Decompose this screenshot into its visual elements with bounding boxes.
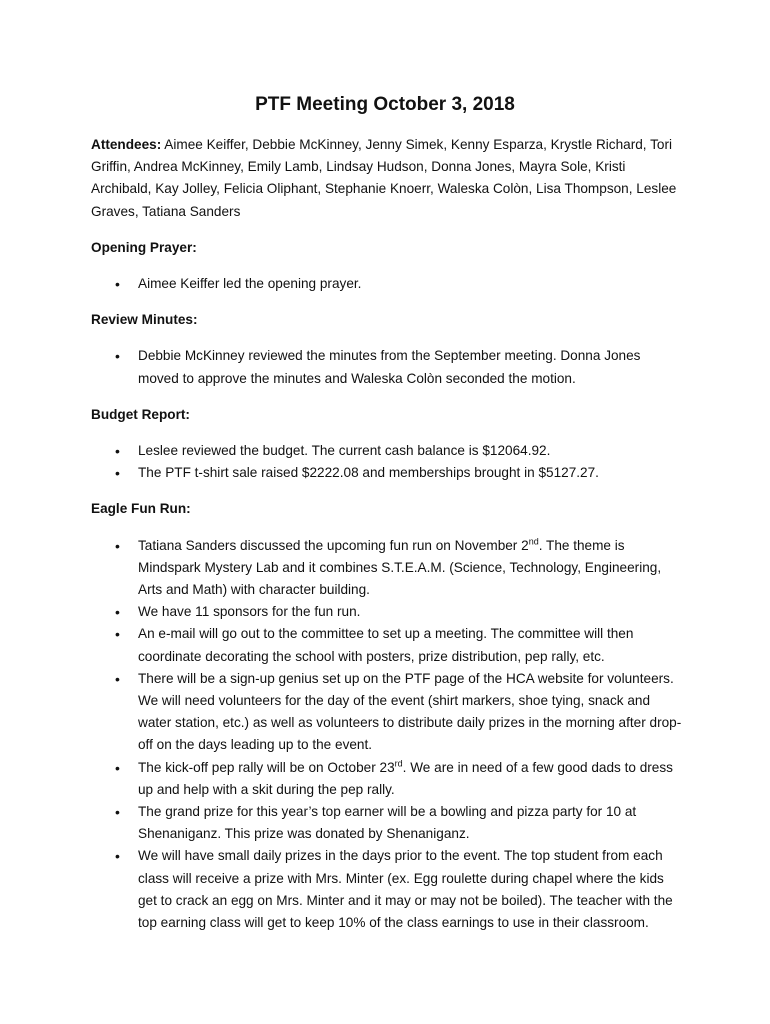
list-item: • We have 11 sponsors for the fun run.	[91, 601, 683, 623]
review-minutes-heading: Review Minutes:	[91, 312, 198, 328]
eagle-fun-run-heading: Eagle Fun Run:	[91, 501, 191, 517]
ordinal-suffix: nd	[528, 536, 539, 547]
text-part: The kick-off pep rally will be on October 23	[138, 759, 395, 775]
document-body	[91, 134, 683, 934]
list-item: • Debbie McKinney reviewed the minutes from the September meeting. Donna Jones moved to approve the minutes and Waleska Colòn seconded the motion.	[91, 345, 683, 389]
text-part: . We are in need of a few good dads to dress up and help with a skit during the pep rally.	[138, 759, 673, 797]
list-item: • The PTF t-shirt sale raised $2222.08 and memberships brought in $5127.27.	[91, 462, 683, 484]
budget-report-heading: Budget Report:	[91, 406, 190, 422]
list-item: • The grand prize for this year’s top earner will be a bowling and pizza party for 10 at Shenaniganz. This prize was donated by Shenaniganz.	[91, 801, 683, 845]
list-item: • An e-mail will go out to the committee to set up a meeting. The committee will then coordinate decorating the school with posters, prize distribution, pep rally, etc.	[91, 623, 683, 667]
list-item: • Aimee Keiffer led the opening prayer.	[91, 273, 683, 295]
attendees-label: Attendees:	[91, 137, 162, 152]
list-item: • We will have small daily prizes in the days prior to the event. The top student from each class will receive a prize with Mrs. Minter (ex. Egg roulette during chapel where the kids get to crack an egg on Mrs. Minter and it may or may not be boiled). The teacher with the top earning class will get to keep 10% of the class earnings to use in their classroom.	[91, 845, 683, 934]
ordinal-suffix: rd	[394, 758, 403, 769]
review-minutes-list	[91, 345, 683, 389]
list-item: • Leslee reviewed the budget. The current cash balance is $12064.92.	[91, 440, 683, 462]
page-title: PTF Meeting October 3, 2018	[255, 94, 515, 115]
text-part: Tatiana Sanders discussed the upcoming fun run on November 2	[138, 537, 529, 553]
list-item: • There will be a sign-up genius set up on the PTF page of the HCA website for volunteers. We will need volunteers for the day of the event (shirt markers, shoe tying, snack and water station, etc.) as well as volunteers to distribute daily prizes in the morning after drop-off on the days leading up to the event.	[91, 668, 683, 757]
attendees-paragraph	[91, 134, 683, 223]
list-item	[91, 535, 683, 602]
eagle-fun-run-list	[91, 535, 683, 935]
opening-prayer-heading: Opening Prayer:	[91, 239, 197, 255]
opening-prayer-list	[91, 273, 683, 295]
budget-report-list	[91, 440, 683, 484]
text-part: . The theme is Mindspark Mystery Lab and it combines S.T.E.A.M. (Science, Technology, Engineering, Arts and Math) with character building.	[138, 537, 662, 598]
list-item	[91, 757, 683, 801]
attendees-names: Aimee Keiffer, Debbie McKinney, Jenny Simek, Kenny Esparza, Krystle Richard, Tori Griffin, Andrea McKinney, Emily Lamb, Lindsay Hudson, Donna Jones, Mayra Sole, Kristi Archibald, Kay Jolley, Felicia Oliphant, Stephanie Knoerr, Waleska Colòn, Lisa Thompson, Leslee Graves, Tatiana Sanders	[91, 137, 677, 219]
